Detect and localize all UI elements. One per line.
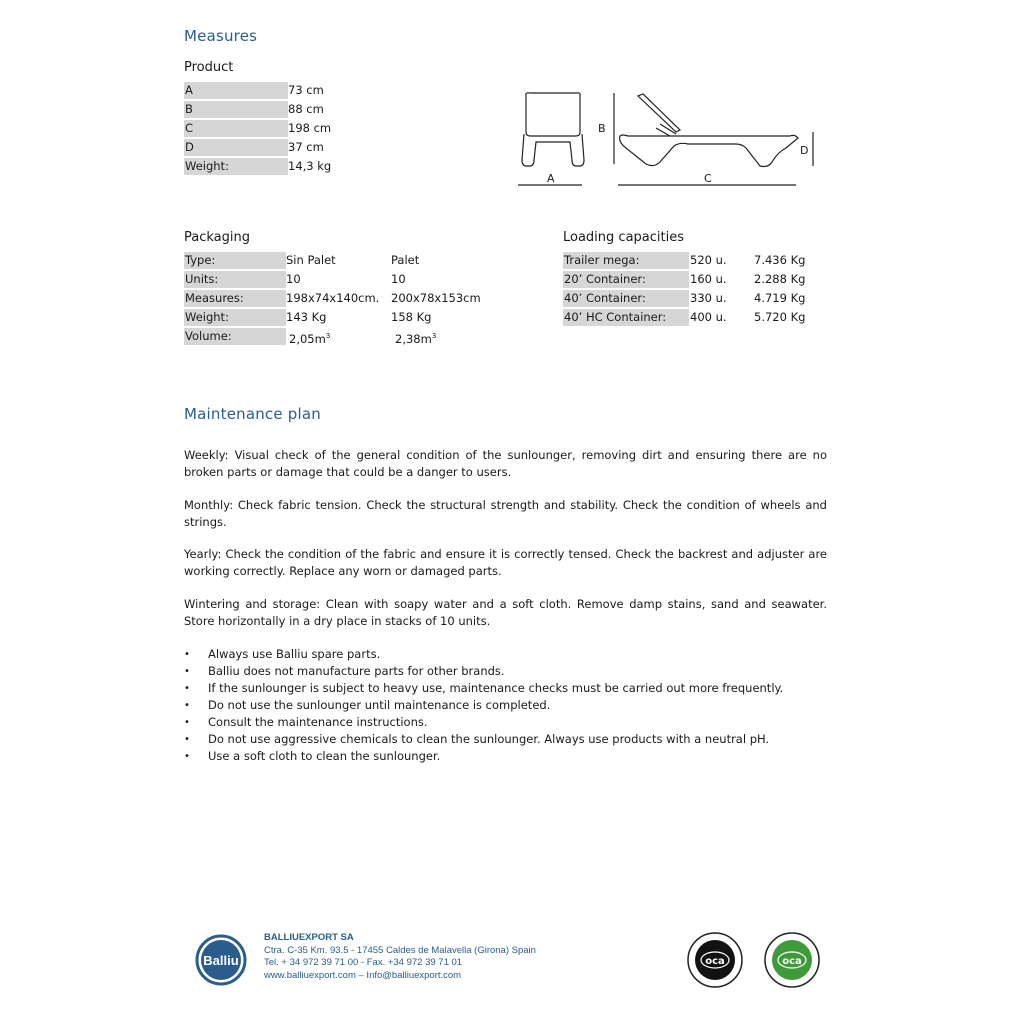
- dimension-label-c: C: [704, 172, 712, 185]
- product-value: 73 cm: [288, 83, 324, 97]
- oca-environment-badge: [763, 931, 821, 989]
- product-value: 37 cm: [288, 140, 324, 154]
- loading-weight: 2.288 Kg: [754, 272, 806, 286]
- badge-wordmark: oca: [782, 956, 802, 967]
- weekly-text: Visual check of the general condition of the sunlounger, removing dirt and ensuring there are no broken parts or damage that could be a danger to users.: [184, 448, 827, 479]
- packaging-value-no-pallet: [289, 328, 330, 348]
- product-value: 14,3 kg: [288, 159, 332, 173]
- packaging-value-pallet: 200x78x153cm: [391, 291, 481, 305]
- dimension-label-a: A: [547, 172, 555, 185]
- side-view-adjuster: [656, 124, 676, 136]
- table-row: [563, 271, 823, 288]
- table-row: [184, 328, 504, 345]
- company-phone: Tel. + 34 972 39 71 00 - Fax. +34 972 39 71 01: [264, 957, 463, 968]
- sunlounger-diagram: [510, 88, 830, 190]
- list-item: • Balliu does not manufacture parts for other brands.: [184, 663, 834, 680]
- measures-title: Measures: [184, 27, 258, 45]
- front-view-legs: [522, 134, 584, 166]
- side-view-backrest: [638, 94, 680, 132]
- table-row: [184, 252, 504, 269]
- volume-value: 2,05m: [289, 331, 326, 346]
- front-view-backrest: [526, 93, 580, 136]
- superscript: 3: [325, 332, 331, 340]
- product-value: 88 cm: [288, 102, 324, 116]
- maintenance-bullets: [184, 646, 834, 765]
- loading-units: 520 u.: [690, 253, 727, 267]
- loading-units: 330 u.: [690, 291, 727, 305]
- list-item: • Consult the maintenance instructions.: [184, 714, 834, 731]
- list-item: • Always use Balliu spare parts.: [184, 646, 834, 663]
- yearly-key: Yearly:: [184, 547, 222, 561]
- packaging-label: Weight:: [184, 309, 286, 326]
- packaging-label: Volume:: [184, 328, 286, 345]
- company-web[interactable]: www.balliuexport.com – Info@balliuexport.com: [264, 969, 462, 981]
- table-row: [184, 271, 504, 288]
- packaging-value-no-pallet: 143 Kg: [286, 310, 327, 324]
- table-row: [184, 309, 504, 326]
- packaging-title: Packaging: [184, 230, 250, 245]
- packaging-label: Measures:: [184, 290, 286, 307]
- loading-units: 400 u.: [690, 310, 727, 324]
- loading-label: Trailer mega:: [563, 252, 689, 269]
- loading-weight: 5.720 Kg: [754, 310, 806, 324]
- dimension-label-d: D: [800, 144, 809, 157]
- table-row: [184, 139, 384, 156]
- product-label: B: [184, 101, 288, 118]
- product-value: 198 cm: [288, 121, 332, 135]
- table-row: [184, 290, 504, 307]
- wintering-text: : Clean with soapy water and a soft cloth. Remove damp stains, sand and seawater. Store horizontally in a dry place in stacks of 10 units.: [184, 597, 827, 628]
- monthly-key: Monthly:: [184, 498, 234, 512]
- product-title: Product: [184, 60, 234, 75]
- company-name: BALLIUEXPORT SA: [264, 932, 354, 943]
- packaging-value-no-pallet: Sin Palet: [286, 253, 336, 267]
- maintenance-title: Maintenance plan: [184, 405, 321, 423]
- packaging-value-no-pallet: 10: [286, 272, 301, 286]
- packaging-value-pallet: Palet: [391, 253, 420, 267]
- list-item: • Do not use the sunlounger until maintenance is completed.: [184, 697, 834, 714]
- packaging-value-pallet: [395, 328, 436, 348]
- product-label: C: [184, 120, 288, 137]
- yearly-text: Check the condition of the fabric and ensure it is correctly tensed. Check the backrest and adjuster are working correctly. Replace any worn or damaged parts.: [184, 547, 827, 578]
- table-row: [563, 309, 823, 326]
- company-address: Ctra. C-35 Km. 93.5 - 17455 Caldes de Malavella (Girona) Spain: [264, 944, 536, 956]
- loading-weight: 4.719 Kg: [754, 291, 806, 305]
- wintering-key: Wintering and storage: [184, 597, 317, 611]
- wintering-paragraph: [184, 596, 827, 630]
- monthly-text: Check fabric tension. Check the structural strength and stability. Check the condition of wheels and strings.: [184, 498, 827, 529]
- loading-label: 40’ Container:: [563, 290, 689, 307]
- product-label: Weight:: [184, 158, 288, 175]
- side-view-frame: [620, 135, 798, 167]
- list-item: • Use a soft cloth to clean the sunlounger.: [184, 748, 834, 765]
- monthly-paragraph: [184, 497, 827, 531]
- table-row: [184, 101, 384, 118]
- packaging-value-pallet: 10: [391, 272, 406, 286]
- list-item: • If the sunlounger is subject to heavy use, maintenance checks must be carried out more frequently.: [184, 680, 834, 697]
- product-label: A: [184, 82, 288, 99]
- weekly-paragraph: [184, 447, 827, 481]
- yearly-paragraph: [184, 546, 827, 580]
- table-row: [563, 290, 823, 307]
- volume-value: 2,38m: [395, 331, 432, 346]
- loading-title: Loading capacities: [563, 230, 684, 245]
- packaging-label: Units:: [184, 271, 286, 288]
- table-row: [184, 120, 384, 137]
- weekly-key: Weekly:: [184, 448, 229, 462]
- packaging-value-pallet: 158 Kg: [391, 310, 432, 324]
- loading-label: 40’ HC Container:: [563, 309, 689, 326]
- product-label: D: [184, 139, 288, 156]
- loading-label: 20’ Container:: [563, 271, 689, 288]
- table-row: [184, 82, 384, 99]
- balliu-logo: [194, 933, 248, 987]
- loading-weight: 7.436 Kg: [754, 253, 806, 267]
- badge-wordmark: oca: [705, 956, 725, 967]
- table-row: [184, 158, 384, 175]
- company-info: [264, 932, 536, 982]
- list-item: • Do not use aggressive chemicals to clean the sunlounger. Always use products with a neutral pH.: [184, 731, 834, 748]
- oca-quality-badge: [686, 931, 744, 989]
- dimension-label-b: B: [598, 122, 606, 135]
- superscript: 3: [431, 332, 437, 340]
- loading-units: 160 u.: [690, 272, 727, 286]
- table-row: [563, 252, 823, 269]
- packaging-label: Type:: [184, 252, 286, 269]
- logo-wordmark: Balliu: [203, 953, 239, 968]
- packaging-value-no-pallet: 198x74x140cm.: [286, 291, 380, 305]
